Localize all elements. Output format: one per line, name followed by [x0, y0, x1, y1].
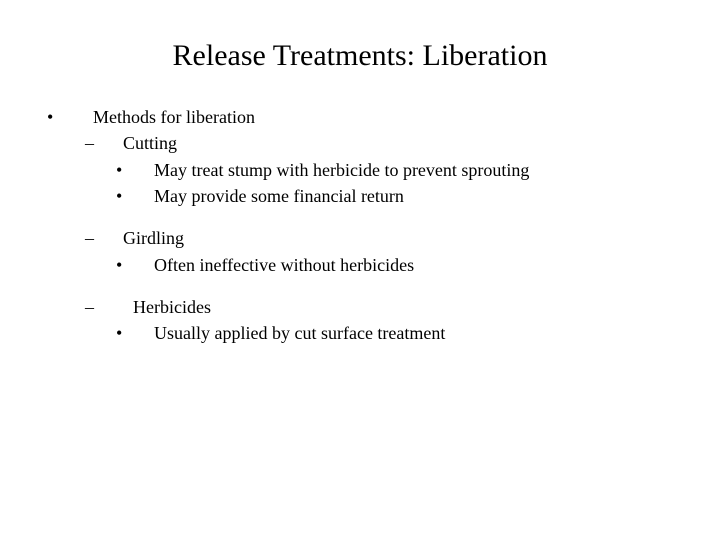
group-dash-girdling: –	[85, 228, 94, 248]
item-text: Often ineffective without herbicides	[154, 255, 415, 275]
group-label-cutting: Cutting	[123, 133, 178, 153]
level1-bullet: •	[47, 107, 54, 127]
item-bullet: •	[116, 255, 123, 275]
item-bullet: •	[116, 323, 123, 343]
group-label-herbicides: Herbicides	[133, 297, 211, 317]
item-text: May provide some financial return	[154, 186, 404, 206]
group-dash-herbicides: –	[85, 297, 94, 317]
group-label-girdling: Girdling	[123, 228, 184, 248]
item-text: May treat stump with herbicide to prevent sprouting	[154, 160, 530, 180]
group-dash-cutting: –	[85, 133, 94, 153]
slide-title: Release Treatments: Liberation	[172, 39, 548, 72]
item-text: Usually applied by cut surface treatment	[154, 323, 446, 343]
level1-text: Methods for liberation	[93, 107, 255, 127]
item-bullet: •	[116, 160, 123, 180]
item-bullet: •	[116, 186, 123, 206]
